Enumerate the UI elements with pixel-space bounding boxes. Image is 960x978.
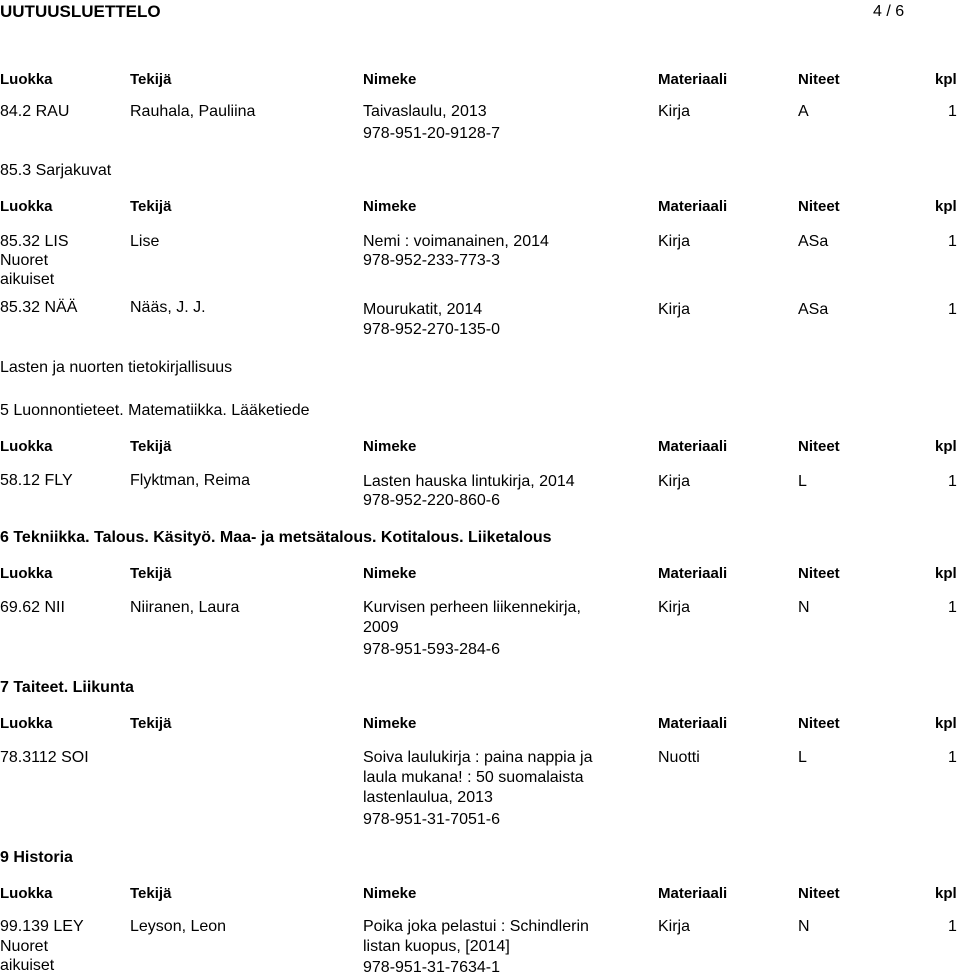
row-year: 2009 [363,619,399,636]
col-header-materiaali: Materiaali [658,715,728,732]
row-niteet: L [798,749,807,766]
col-header-niteet: Niteet [798,438,840,455]
section-heading: 9 Historia [0,849,73,866]
row-isbn: 978-952-220-860-6 [363,492,500,509]
row-niteet: ASa [798,301,829,318]
row-nimeke: Kurvisen perheen liikennekirja, [363,599,581,616]
row-materiaali: Kirja [658,599,691,616]
row-luokka: 99.139 LEY [0,918,84,935]
row-audience: aikuiset [0,271,55,288]
row-kpl: 1 [948,918,957,935]
col-header-materiaali: Materiaali [658,71,728,88]
row-tekija: Rauhala, Pauliina [130,103,256,120]
col-header-materiaali: Materiaali [658,565,728,582]
col-header-tekija: Tekijä [130,715,172,732]
row-luokka: 69.62 NII [0,599,65,616]
col-header-kpl: kpl [935,885,957,902]
row-luokka: 58.12 FLY [0,472,73,489]
row-luokka: 84.2 RAU [0,103,70,120]
row-isbn: 978-952-233-773-3 [363,252,500,269]
row-kpl: 1 [948,749,957,766]
row-isbn: 978-951-20-9128-7 [363,125,500,142]
row-kpl: 1 [948,301,957,318]
section-heading: 7 Taiteet. Liikunta [0,679,134,696]
row-niteet: L [798,473,807,490]
col-header-luokka: Luokka [0,565,53,582]
row-materiaali: Kirja [658,301,691,318]
row-audience: aikuiset [0,957,55,974]
row-tekija: Lise [130,233,160,250]
row-nimeke: Lasten hauska lintukirja, 2014 [363,473,575,490]
row-kpl: 1 [948,473,957,490]
row-materiaali: Kirja [658,103,691,120]
col-header-nimeke: Nimeke [363,438,417,455]
col-header-materiaali: Materiaali [658,885,728,902]
row-isbn: 978-951-31-7051-6 [363,811,500,828]
section-heading: 5 Luonnontieteet. Matematiikka. Lääketiede [0,402,310,419]
col-header-nimeke: Nimeke [363,198,417,215]
row-niteet: A [798,103,809,120]
col-header-nimeke: Nimeke [363,565,417,582]
row-isbn: 978-952-270-135-0 [363,321,500,338]
row-niteet: ASa [798,233,829,250]
row-nimeke: Soiva laulukirja : paina nappia ja [363,749,593,766]
col-header-niteet: Niteet [798,198,840,215]
row-nimeke-cont: listan kuopus, [2014] [363,938,510,955]
col-header-kpl: kpl [935,198,957,215]
row-kpl: 1 [948,103,957,120]
col-header-luokka: Luokka [0,198,53,215]
col-header-kpl: kpl [935,438,957,455]
col-header-materiaali: Materiaali [658,438,728,455]
section-heading: 85.3 Sarjakuvat [0,162,112,179]
catalog-title: UUTUUSLUETTELO [0,2,161,21]
col-header-luokka: Luokka [0,71,53,88]
col-header-niteet: Niteet [798,715,840,732]
col-header-niteet: Niteet [798,565,840,582]
row-niteet: N [798,599,810,616]
col-header-tekija: Tekijä [130,885,172,902]
col-header-luokka: Luokka [0,885,53,902]
row-tekija: Leyson, Leon [130,918,227,935]
row-isbn: 978-951-593-284-6 [363,641,500,658]
row-nimeke: Mourukatit, 2014 [363,301,483,318]
category-heading: Lasten ja nuorten tietokirjallisuus [0,359,233,376]
col-header-nimeke: Nimeke [363,71,417,88]
col-header-luokka: Luokka [0,438,53,455]
row-luokka: 85.32 NÄÄ [0,299,78,316]
col-header-kpl: kpl [935,565,957,582]
page-number: 4 / 6 [873,3,905,20]
col-header-nimeke: Nimeke [363,885,417,902]
row-luokka: 78.3112 SOI [0,749,89,766]
row-isbn: 978-951-31-7634-1 [363,959,500,976]
row-nimeke-cont: lastenlaulua, 2013 [363,789,493,806]
col-header-tekija: Tekijä [130,71,172,88]
col-header-kpl: kpl [935,715,957,732]
row-nimeke: Nemi : voimanainen, 2014 [363,233,549,250]
row-tekija: Nääs, J. J. [130,299,206,316]
row-kpl: 1 [948,233,957,250]
col-header-niteet: Niteet [798,71,840,88]
row-materiaali: Kirja [658,918,691,935]
row-audience: Nuoret [0,938,49,955]
row-luokka: 85.32 LIS [0,233,69,250]
col-header-niteet: Niteet [798,885,840,902]
row-tekija: Flyktman, Reima [130,472,251,489]
row-niteet: N [798,918,810,935]
row-nimeke-cont: laula mukana! : 50 suomalaista [363,769,584,786]
row-materiaali: Nuotti [658,749,700,766]
row-materiaali: Kirja [658,233,691,250]
row-audience: Nuoret [0,252,49,269]
section-heading: 6 Tekniikka. Talous. Käsityö. Maa- ja metsätalous. Kotitalous. Liiketalous [0,529,552,546]
row-materiaali: Kirja [658,473,691,490]
col-header-materiaali: Materiaali [658,198,728,215]
row-nimeke: Taivaslaulu, 2013 [363,103,487,120]
col-header-luokka: Luokka [0,715,53,732]
col-header-tekija: Tekijä [130,565,172,582]
col-header-nimeke: Nimeke [363,715,417,732]
col-header-kpl: kpl [935,71,957,88]
col-header-tekija: Tekijä [130,198,172,215]
row-tekija: Niiranen, Laura [130,599,240,616]
col-header-tekija: Tekijä [130,438,172,455]
row-nimeke: Poika joka pelastui : Schindlerin [363,918,589,935]
row-kpl: 1 [948,599,957,616]
